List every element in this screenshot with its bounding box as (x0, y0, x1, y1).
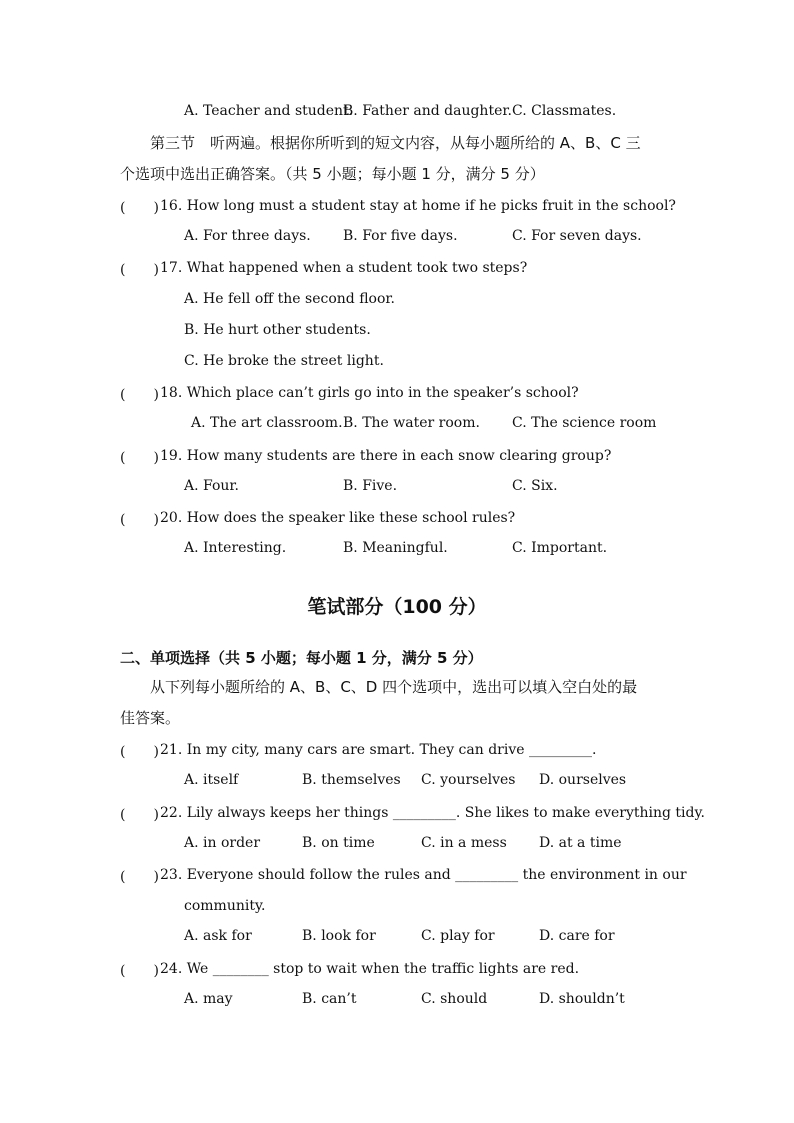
q15-option-c: C. Classmates. (512, 103, 617, 119)
q17-option-c: C. He broke the street light. (184, 353, 384, 369)
q16-option-c: C. For seven days. (512, 228, 642, 244)
q16-option-b: B. For five days. (343, 228, 458, 244)
section3-instructions-line2: 个选项中选出正确答案。（共 5 小题；每小题 1 分，满分 5 分） (120, 165, 545, 183)
q21-answer-paren[interactable]: ( ) (120, 744, 159, 760)
q17-option-a: A. He fell off the second floor. (184, 291, 395, 307)
q22-option-d: D. at a time (539, 835, 622, 851)
q22-text: 22. Lily always keeps her things _________. She likes to make everything tidy. (160, 805, 705, 821)
q20-text: 20. How does the speaker like these school rules? (160, 510, 516, 526)
q21-option-c: C. yourselves (421, 772, 516, 788)
q18-option-b: B. The water room. (343, 415, 480, 431)
q19-option-a: A. Four. (184, 478, 240, 494)
section2-instructions-line2: 佳答案。 (120, 709, 181, 727)
q20-option-b: B. Meaningful. (343, 540, 448, 556)
q23-answer-paren[interactable]: ( ) (120, 869, 159, 885)
q19-text: 19. How many students are there in each snow clearing group? (160, 448, 612, 464)
q16-answer-paren[interactable]: ( ) (120, 200, 159, 216)
q24-option-c: C. should (421, 991, 488, 1007)
q17-option-b: B. He hurt other students. (184, 322, 371, 338)
q21-option-d: D. ourselves (539, 772, 627, 788)
q19-answer-paren[interactable]: ( ) (120, 450, 159, 466)
q22-answer-paren[interactable]: ( ) (120, 807, 159, 823)
q18-text: 18. Which place can’t girls go into in the speaker’s school? (160, 385, 579, 401)
q19-option-b: B. Five. (343, 478, 398, 494)
written-part-title: 笔试部分（100 分） (307, 596, 487, 618)
q22-option-b: B. on time (302, 835, 375, 851)
q18-answer-paren[interactable]: ( ) (120, 387, 159, 403)
q23-option-b: B. look for (302, 928, 376, 944)
q23-option-c: C. play for (421, 928, 495, 944)
q19-option-c: C. Six. (512, 478, 558, 494)
q18-option-a: A. The art classroom. (191, 415, 343, 431)
q16-option-a: A. For three days. (184, 228, 311, 244)
q16-text: 16. How long must a student stay at home if he picks fruit in the school? (160, 198, 676, 214)
q23-text: 23. Everyone should follow the rules and _________ the environment in our (160, 867, 687, 883)
q17-answer-paren[interactable]: ( ) (120, 262, 159, 278)
q24-text: 24. We ________ stop to wait when the traffic lights are red. (160, 961, 580, 977)
q22-option-a: A. in order (184, 835, 261, 851)
q23-text-continued: community. (184, 898, 266, 914)
q22-option-c: C. in a mess (421, 835, 507, 851)
q24-option-a: A. may (184, 991, 233, 1007)
q20-option-c: C. Important. (512, 540, 608, 556)
q24-option-b: B. can’t (302, 991, 357, 1007)
q20-option-a: A. Interesting. (184, 540, 287, 556)
q21-option-a: A. itself (184, 772, 239, 788)
q23-option-a: A. ask for (184, 928, 252, 944)
q21-option-b: B. themselves (302, 772, 401, 788)
q15-option-b: B. Father and daughter. (343, 103, 512, 119)
q20-answer-paren[interactable]: ( ) (120, 512, 159, 528)
section2-heading: 二、单项选择（共 5 小题；每小题 1 分，满分 5 分） (120, 649, 483, 667)
q15-option-a: A. Teacher and student. (184, 103, 354, 119)
section2-instructions-line1: 从下列每小题所给的 A、B、C、D 四个选项中，选出可以填入空白处的最 (150, 678, 638, 696)
q24-answer-paren[interactable]: ( ) (120, 963, 159, 979)
q18-option-c: C. The science room (512, 415, 657, 431)
q21-text: 21. In my city, many cars are smart. They can drive _________. (160, 742, 597, 758)
q17-text: 17. What happened when a student took two steps? (160, 260, 528, 276)
q24-option-d: D. shouldn’t (539, 991, 625, 1007)
section3-instructions-line1: 第三节 听两遍。根据你所听到的短文内容，从每小题所给的 A、B、C 三 (150, 134, 641, 152)
q23-option-d: D. care for (539, 928, 615, 944)
